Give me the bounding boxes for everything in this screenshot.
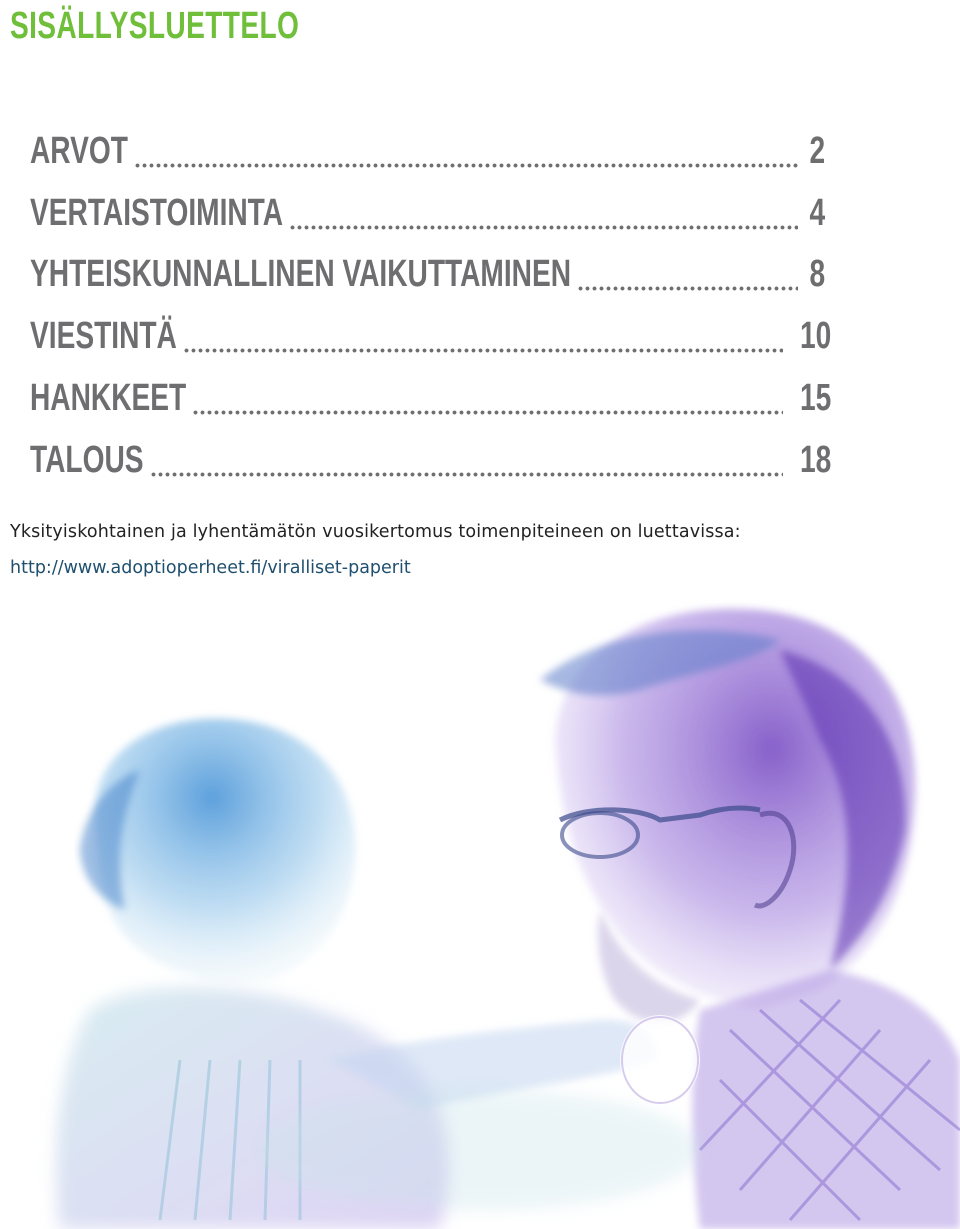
toc-leader-dots bbox=[577, 251, 798, 297]
toc-entry-page: 4 bbox=[809, 191, 826, 234]
toc-entry-page: 18 bbox=[799, 438, 831, 481]
toc-entry-vertaistoiminta[interactable] bbox=[30, 174, 826, 236]
toc-entry-label: YHTEISKUNNALLINEN VAIKUTTAMINEN bbox=[30, 253, 572, 296]
toc-entry-label: TALOUS bbox=[30, 438, 144, 481]
toc-leader-dots bbox=[289, 190, 798, 236]
toc-leader-dots bbox=[150, 437, 783, 483]
watercolor-illustration bbox=[0, 590, 960, 1229]
toc-entry-page: 15 bbox=[799, 376, 831, 419]
toc-entry-page: 8 bbox=[809, 253, 826, 296]
toc-leader-dots bbox=[192, 375, 783, 421]
toc-entry-label: VIESTINTÄ bbox=[30, 315, 177, 358]
toc-entry-label: HANKKEET bbox=[30, 376, 187, 419]
table-of-contents bbox=[30, 112, 831, 483]
toc-entry-label: ARVOT bbox=[30, 129, 128, 172]
toc-entry-arvot[interactable] bbox=[30, 112, 826, 174]
toc-entry-page: 10 bbox=[799, 315, 831, 358]
toc-entry-yhteiskunnallinen-vaikuttaminen[interactable] bbox=[30, 236, 826, 298]
annual-report-note: Yksityiskohtainen ja lyhentämätön vuosikertomus toimenpiteineen on luettavissa: bbox=[10, 522, 741, 542]
toc-leader-dots bbox=[134, 128, 798, 174]
toc-entry-talous[interactable] bbox=[30, 421, 831, 483]
toc-leader-dots bbox=[183, 313, 783, 359]
annual-report-link[interactable]: http://www.adoptioperheet.fi/viralliset-paperit bbox=[10, 558, 411, 578]
toc-entry-page: 2 bbox=[809, 129, 826, 172]
toc-entry-hankkeet[interactable] bbox=[30, 359, 831, 421]
toc-entry-viestinta[interactable] bbox=[30, 297, 831, 359]
page-title: SISÄLLYSLUETTELO bbox=[10, 5, 300, 47]
toc-entry-label: VERTAISTOIMINTA bbox=[30, 191, 284, 234]
